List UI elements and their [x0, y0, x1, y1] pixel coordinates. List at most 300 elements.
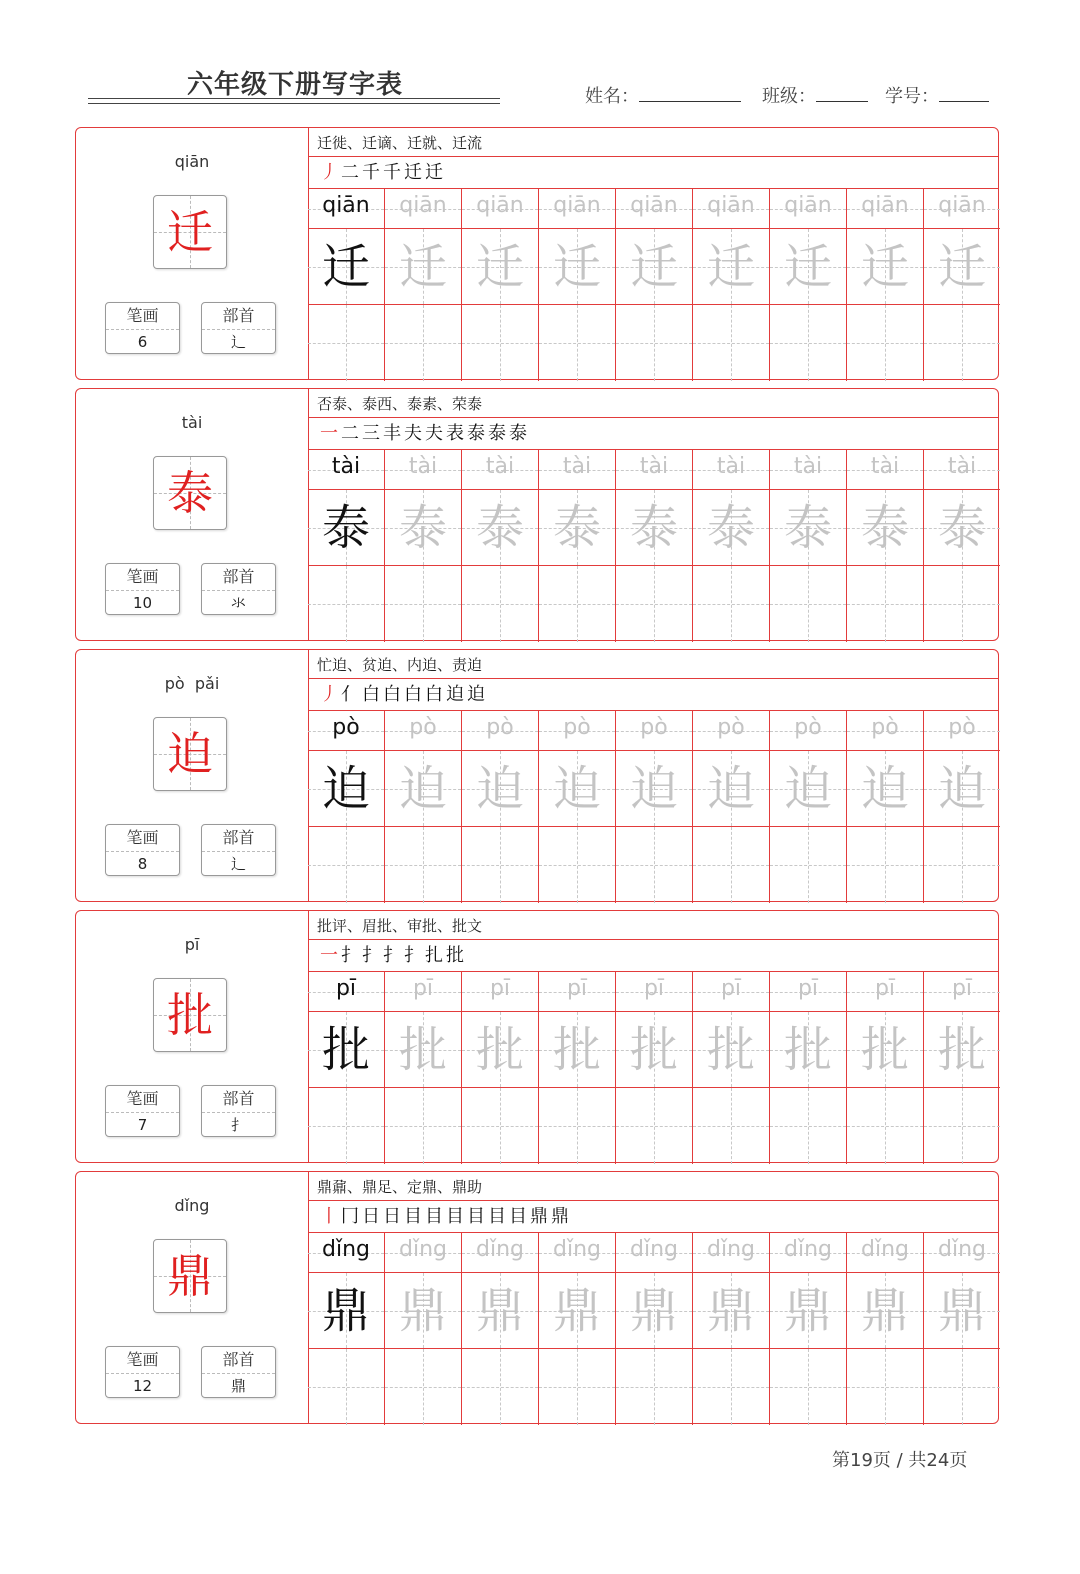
model-character: 泰 — [167, 466, 213, 520]
pinyin-practice-cell[interactable] — [462, 1233, 539, 1273]
character-practice-cell[interactable] — [539, 229, 616, 305]
model-character: 迁 — [167, 205, 213, 259]
pinyin-trace: qiān — [553, 193, 601, 218]
empty-practice-cell[interactable] — [924, 566, 1000, 642]
stroke-step: 目 — [488, 1206, 509, 1227]
number-blank[interactable] — [939, 83, 989, 102]
stroke-count-value: 8 — [137, 855, 148, 873]
empty-practice-cell[interactable] — [693, 566, 770, 642]
character-trace: 鼎 — [860, 1283, 909, 1339]
stroke-step: 三 — [362, 423, 383, 444]
character-trace: 迫 — [937, 761, 986, 817]
character-trace: 批 — [937, 1022, 986, 1078]
character-info-panel — [76, 650, 309, 901]
character-info-panel — [76, 389, 309, 640]
empty-practice-cell[interactable] — [462, 305, 539, 381]
pinyin-trace: pò — [640, 715, 668, 740]
character-trace: 迫 — [398, 761, 447, 817]
stroke-count-box — [105, 1346, 180, 1398]
pinyin-practice-cell[interactable] — [847, 189, 924, 229]
stroke-step: 白 — [362, 684, 383, 705]
character-pinyin: dǐng — [174, 1196, 210, 1215]
empty-practice-cell[interactable] — [770, 1349, 847, 1425]
character-trace: 泰 — [783, 500, 832, 556]
empty-practice-cell[interactable] — [385, 566, 462, 642]
character-trace: 鼎 — [552, 1283, 601, 1339]
character-practice-cell[interactable] — [308, 490, 385, 566]
character-practice-cell[interactable] — [308, 751, 385, 827]
pinyin-practice-cell[interactable] — [847, 972, 924, 1012]
empty-practice-cell[interactable] — [539, 1088, 616, 1164]
character-model: 迁 — [321, 239, 370, 295]
empty-practice-cell[interactable] — [385, 1088, 462, 1164]
character-trace: 迁 — [398, 239, 447, 295]
character-trace: 鼎 — [783, 1283, 832, 1339]
stroke-step: 目 — [425, 1206, 446, 1227]
empty-practice-cell[interactable] — [924, 305, 1000, 381]
pinyin-practice-cell[interactable] — [462, 711, 539, 751]
stroke-step: 鼎 — [530, 1206, 551, 1227]
character-practice-cell[interactable] — [462, 1012, 539, 1088]
character-practice-cell[interactable] — [462, 229, 539, 305]
character-practice-cell[interactable] — [385, 229, 462, 305]
pinyin-trace: pò — [563, 715, 591, 740]
pinyin-trace: dǐng — [553, 1237, 601, 1262]
pinyin-trace: tài — [485, 454, 515, 479]
model-character: 迫 — [167, 727, 213, 781]
character-trace: 鼎 — [937, 1283, 986, 1339]
radical-label: 部首 — [202, 1086, 275, 1113]
pinyin-practice-cell[interactable] — [385, 711, 462, 751]
empty-practice-cell[interactable] — [616, 566, 693, 642]
character-practice-cell[interactable] — [462, 1273, 539, 1349]
pinyin-trace: qiān — [938, 193, 986, 218]
pinyin-trace: pī — [720, 976, 742, 1001]
character-trace: 迫 — [629, 761, 678, 817]
stroke-step: 目 — [467, 1206, 488, 1227]
radical-box — [201, 563, 276, 615]
pinyin-practice-cell[interactable] — [539, 450, 616, 490]
character-practice-cell[interactable] — [539, 490, 616, 566]
pinyin-trace: pī — [874, 976, 896, 1001]
pinyin-practice-cell[interactable] — [308, 450, 385, 490]
pinyin-practice-cell[interactable] — [616, 450, 693, 490]
stroke-step: 泰 — [509, 423, 530, 444]
stroke-step: 扌 — [362, 945, 383, 966]
pinyin-model: pò — [332, 715, 360, 740]
pinyin-practice-cell[interactable] — [308, 972, 385, 1012]
stroke-step: 夫 — [404, 423, 425, 444]
character-trace: 迁 — [475, 239, 524, 295]
practice-grid — [308, 450, 998, 640]
character-model-box — [153, 456, 227, 530]
empty-practice-cell[interactable] — [616, 1349, 693, 1425]
stroke-step: 夫 — [425, 423, 446, 444]
character-practice-cell[interactable] — [616, 1012, 693, 1088]
character-practice-cell[interactable] — [308, 1012, 385, 1088]
character-practice-cell[interactable] — [616, 229, 693, 305]
pinyin-practice-cell[interactable] — [539, 189, 616, 229]
character-practice-cell[interactable] — [308, 1273, 385, 1349]
stroke-step: 丰 — [383, 423, 404, 444]
character-trace: 迫 — [860, 761, 909, 817]
stroke-order-row — [308, 940, 998, 972]
empty-practice-cell[interactable] — [462, 566, 539, 642]
pinyin-model: pī — [335, 976, 357, 1001]
pinyin-trace: pò — [794, 715, 822, 740]
character-trace: 迁 — [552, 239, 601, 295]
stroke-count-box — [105, 1085, 180, 1137]
name-blank[interactable] — [639, 83, 741, 102]
character-practice-cell[interactable] — [693, 1012, 770, 1088]
pinyin-practice-cell[interactable] — [539, 972, 616, 1012]
example-words: 忙迫、贫迫、内迫、责迫 — [308, 650, 998, 679]
pinyin-practice-cell[interactable] — [693, 189, 770, 229]
character-practice-cell[interactable] — [847, 1273, 924, 1349]
pinyin-trace: dǐng — [707, 1237, 755, 1262]
character-practice-cell[interactable] — [462, 751, 539, 827]
character-trace: 泰 — [629, 500, 678, 556]
pinyin-practice-cell[interactable] — [924, 1233, 1000, 1273]
character-practice-cell[interactable] — [770, 229, 847, 305]
character-trace: 鼎 — [629, 1283, 678, 1339]
pinyin-practice-cell[interactable] — [539, 711, 616, 751]
empty-practice-cell[interactable] — [616, 305, 693, 381]
empty-practice-cell[interactable] — [308, 827, 385, 903]
pinyin-practice-cell[interactable] — [462, 450, 539, 490]
pinyin-trace: pī — [489, 976, 511, 1001]
character-model-box — [153, 717, 227, 791]
empty-practice-cell[interactable] — [924, 1088, 1000, 1164]
stroke-count-label: 笔画 — [106, 825, 179, 852]
empty-practice-cell[interactable] — [924, 1349, 1000, 1425]
pinyin-practice-cell[interactable] — [770, 450, 847, 490]
pinyin-practice-cell[interactable] — [770, 711, 847, 751]
empty-practice-cell[interactable] — [308, 1349, 385, 1425]
stroke-step: 扌 — [404, 945, 425, 966]
stroke-count-box — [105, 302, 180, 354]
character-trace: 泰 — [860, 500, 909, 556]
character-trace: 迫 — [552, 761, 601, 817]
radical-label: 部首 — [202, 564, 275, 591]
character-practice-cell[interactable] — [693, 1273, 770, 1349]
class-blank[interactable] — [816, 83, 868, 102]
pinyin-practice-cell[interactable] — [770, 1233, 847, 1273]
stroke-count-label: 笔画 — [106, 303, 179, 330]
pinyin-practice-cell[interactable] — [308, 711, 385, 751]
pinyin-trace: pò — [948, 715, 976, 740]
pinyin-practice-cell[interactable] — [770, 972, 847, 1012]
stroke-step: 冂 — [341, 1206, 362, 1227]
character-trace: 批 — [552, 1022, 601, 1078]
character-practice-cell[interactable] — [924, 1012, 1000, 1088]
stroke-count-value: 10 — [132, 594, 153, 612]
radical-box — [201, 1085, 276, 1137]
character-practice-cell[interactable] — [385, 490, 462, 566]
character-practice-cell[interactable] — [385, 1012, 462, 1088]
stroke-step: 泰 — [488, 423, 509, 444]
pinyin-practice-cell[interactable] — [616, 189, 693, 229]
character-practice-cell[interactable] — [385, 751, 462, 827]
empty-practice-cell[interactable] — [539, 305, 616, 381]
character-practice-cell[interactable] — [847, 229, 924, 305]
radical-label: 部首 — [202, 303, 275, 330]
character-practice-cell[interactable] — [539, 1273, 616, 1349]
example-words: 批评、眉批、审批、批文 — [308, 911, 998, 940]
empty-practice-cell[interactable] — [847, 1088, 924, 1164]
character-card — [75, 127, 999, 380]
pinyin-practice-cell[interactable] — [847, 711, 924, 751]
stroke-step: 丿 — [320, 684, 341, 705]
character-trace: 泰 — [937, 500, 986, 556]
empty-practice-cell[interactable] — [770, 305, 847, 381]
pinyin-trace: qiān — [707, 193, 755, 218]
character-info-panel — [76, 1172, 309, 1423]
empty-practice-cell[interactable] — [924, 827, 1000, 903]
character-trace: 迁 — [937, 239, 986, 295]
character-practice-cell[interactable] — [693, 229, 770, 305]
page-number: 第19页 / 共24页 — [832, 1450, 968, 1471]
character-trace: 批 — [398, 1022, 447, 1078]
stroke-count-label: 笔画 — [106, 1086, 179, 1113]
empty-practice-cell[interactable] — [308, 1088, 385, 1164]
character-practice-cell[interactable] — [770, 1012, 847, 1088]
pinyin-practice-cell[interactable] — [924, 189, 1000, 229]
stroke-order-row — [308, 157, 998, 189]
radical-label: 部首 — [202, 825, 275, 852]
empty-practice-cell[interactable] — [847, 566, 924, 642]
empty-practice-cell[interactable] — [693, 1088, 770, 1164]
pinyin-trace: pī — [951, 976, 973, 1001]
pinyin-trace: pò — [871, 715, 899, 740]
empty-practice-cell[interactable] — [847, 1349, 924, 1425]
character-trace: 批 — [629, 1022, 678, 1078]
practice-grid — [308, 711, 998, 901]
stroke-step: 二 — [341, 423, 362, 444]
stroke-step: 白 — [425, 684, 446, 705]
practice-grid — [308, 972, 998, 1162]
stroke-step: 目 — [404, 1206, 425, 1227]
empty-practice-cell[interactable] — [616, 1088, 693, 1164]
pinyin-trace: pī — [797, 976, 819, 1001]
character-practice-cell[interactable] — [462, 490, 539, 566]
character-practice-cell[interactable] — [385, 1273, 462, 1349]
pinyin-practice-cell[interactable] — [693, 450, 770, 490]
pinyin-trace: qiān — [784, 193, 832, 218]
pinyin-practice-cell[interactable] — [693, 711, 770, 751]
character-practice-cell[interactable] — [693, 751, 770, 827]
pinyin-trace: tài — [562, 454, 592, 479]
pinyin-trace: pī — [643, 976, 665, 1001]
pinyin-practice-cell[interactable] — [693, 1233, 770, 1273]
radical-value: 扌 — [230, 1116, 246, 1134]
pinyin-practice-cell[interactable] — [924, 450, 1000, 490]
pinyin-trace: tài — [408, 454, 438, 479]
pinyin-model: dǐng — [322, 1237, 370, 1262]
empty-practice-cell[interactable] — [693, 1349, 770, 1425]
pinyin-trace: dǐng — [938, 1237, 986, 1262]
empty-practice-cell[interactable] — [693, 305, 770, 381]
character-trace: 迁 — [783, 239, 832, 295]
empty-practice-cell[interactable] — [385, 305, 462, 381]
stroke-step: 迫 — [467, 684, 488, 705]
character-card — [75, 910, 999, 1163]
character-trace: 鼎 — [706, 1283, 755, 1339]
pinyin-trace: tài — [716, 454, 746, 479]
pinyin-trace: dǐng — [476, 1237, 524, 1262]
example-words: 迁徙、迁谪、迁就、迁流 — [308, 128, 998, 157]
character-model-box — [153, 978, 227, 1052]
character-trace: 鼎 — [398, 1283, 447, 1339]
character-trace: 批 — [475, 1022, 524, 1078]
character-practice-cell[interactable] — [847, 490, 924, 566]
title-underline — [88, 98, 500, 104]
pinyin-practice-cell[interactable] — [308, 189, 385, 229]
empty-practice-cell[interactable] — [847, 305, 924, 381]
character-model: 鼎 — [321, 1283, 370, 1339]
stroke-step: 泰 — [467, 423, 488, 444]
pinyin-practice-cell[interactable] — [616, 972, 693, 1012]
character-practice-cell[interactable] — [616, 1273, 693, 1349]
character-practice-cell[interactable] — [924, 751, 1000, 827]
pinyin-practice-cell[interactable] — [847, 450, 924, 490]
empty-practice-cell[interactable] — [693, 827, 770, 903]
pinyin-practice-cell[interactable] — [385, 972, 462, 1012]
stroke-step: 鼎 — [551, 1206, 572, 1227]
stroke-count-value: 12 — [132, 1377, 153, 1395]
empty-practice-cell[interactable] — [308, 566, 385, 642]
class-field — [762, 82, 868, 108]
pinyin-practice-cell[interactable] — [385, 189, 462, 229]
stroke-order-row — [308, 679, 998, 711]
character-trace: 泰 — [398, 500, 447, 556]
pinyin-practice-cell[interactable] — [770, 189, 847, 229]
stroke-step: 二 — [341, 162, 362, 183]
stroke-step: 白 — [383, 684, 404, 705]
character-practice-cell[interactable] — [308, 229, 385, 305]
stroke-step: 目 — [509, 1206, 530, 1227]
pinyin-practice-cell[interactable] — [924, 711, 1000, 751]
stroke-step: 丨 — [320, 1206, 341, 1227]
radical-value: 辶 — [230, 333, 246, 351]
pinyin-practice-cell[interactable] — [462, 972, 539, 1012]
character-trace: 鼎 — [475, 1283, 524, 1339]
pinyin-practice-cell[interactable] — [308, 1233, 385, 1273]
pinyin-practice-cell[interactable] — [385, 450, 462, 490]
character-trace: 批 — [860, 1022, 909, 1078]
character-practice-cell[interactable] — [693, 490, 770, 566]
stroke-order-row — [308, 418, 998, 450]
empty-practice-cell[interactable] — [847, 827, 924, 903]
pinyin-trace: tài — [870, 454, 900, 479]
character-practice-cell[interactable] — [616, 490, 693, 566]
model-character: 批 — [167, 988, 213, 1042]
pinyin-practice-cell[interactable] — [462, 189, 539, 229]
empty-practice-cell[interactable] — [308, 305, 385, 381]
character-practice-cell[interactable] — [924, 1273, 1000, 1349]
empty-practice-cell[interactable] — [616, 827, 693, 903]
stroke-step: 丿 — [320, 162, 341, 183]
radical-value: 氺 — [230, 594, 246, 612]
character-practice-cell[interactable] — [924, 229, 1000, 305]
stroke-count-label: 笔画 — [106, 1347, 179, 1374]
character-practice-cell[interactable] — [770, 751, 847, 827]
empty-practice-cell[interactable] — [385, 827, 462, 903]
stroke-count-value: 7 — [137, 1116, 148, 1134]
number-label: 学号： — [885, 86, 939, 107]
pinyin-trace: qiān — [630, 193, 678, 218]
character-practice-cell[interactable] — [539, 751, 616, 827]
example-words: 鼎鼐、鼎足、定鼎、鼎助 — [308, 1172, 998, 1201]
stroke-count-label: 笔画 — [106, 564, 179, 591]
character-trace: 迫 — [783, 761, 832, 817]
radical-value: 鼎 — [230, 1377, 246, 1395]
practice-grid — [308, 189, 998, 379]
character-practice-cell[interactable] — [539, 1012, 616, 1088]
empty-practice-cell[interactable] — [385, 1349, 462, 1425]
character-practice-cell[interactable] — [770, 490, 847, 566]
pinyin-trace: qiān — [399, 193, 447, 218]
empty-practice-cell[interactable] — [770, 566, 847, 642]
character-trace: 批 — [706, 1022, 755, 1078]
pinyin-practice-cell[interactable] — [616, 1233, 693, 1273]
empty-practice-cell[interactable] — [462, 1349, 539, 1425]
stroke-step: 扌 — [341, 945, 362, 966]
character-practice-cell[interactable] — [847, 751, 924, 827]
pinyin-practice-cell[interactable] — [616, 711, 693, 751]
pinyin-practice-cell[interactable] — [924, 972, 1000, 1012]
stroke-step: 批 — [446, 945, 467, 966]
pinyin-model: tài — [331, 454, 361, 479]
empty-practice-cell[interactable] — [462, 827, 539, 903]
stroke-step: 扌 — [383, 945, 404, 966]
pinyin-trace: qiān — [476, 193, 524, 218]
character-practice-cell[interactable] — [847, 1012, 924, 1088]
pinyin-practice-cell[interactable] — [693, 972, 770, 1012]
character-practice-cell[interactable] — [770, 1273, 847, 1349]
pinyin-trace: tài — [639, 454, 669, 479]
empty-practice-cell[interactable] — [770, 827, 847, 903]
character-trace: 迁 — [629, 239, 678, 295]
empty-practice-cell[interactable] — [770, 1088, 847, 1164]
pinyin-trace: pò — [409, 715, 437, 740]
character-pinyin: pī — [184, 935, 200, 954]
name-field — [585, 82, 741, 108]
character-practice-cell[interactable] — [924, 490, 1000, 566]
character-trace: 迫 — [706, 761, 755, 817]
radical-box — [201, 1346, 276, 1398]
empty-practice-cell[interactable] — [539, 827, 616, 903]
pinyin-practice-cell[interactable] — [539, 1233, 616, 1273]
empty-practice-cell[interactable] — [462, 1088, 539, 1164]
example-words: 否泰、泰西、泰素、荣泰 — [308, 389, 998, 418]
character-trace: 迁 — [706, 239, 755, 295]
character-trace: 泰 — [475, 500, 524, 556]
pinyin-trace: tài — [793, 454, 823, 479]
character-model: 批 — [321, 1022, 370, 1078]
stroke-step: 迫 — [446, 684, 467, 705]
pinyin-practice-cell[interactable] — [847, 1233, 924, 1273]
character-trace: 批 — [783, 1022, 832, 1078]
character-practice-cell[interactable] — [616, 751, 693, 827]
character-model: 迫 — [321, 761, 370, 817]
empty-practice-cell[interactable] — [539, 566, 616, 642]
pinyin-practice-cell[interactable] — [385, 1233, 462, 1273]
stroke-step: 日 — [383, 1206, 404, 1227]
name-label: 姓名： — [585, 86, 639, 107]
radical-value: 辶 — [230, 855, 246, 873]
empty-practice-cell[interactable] — [539, 1349, 616, 1425]
